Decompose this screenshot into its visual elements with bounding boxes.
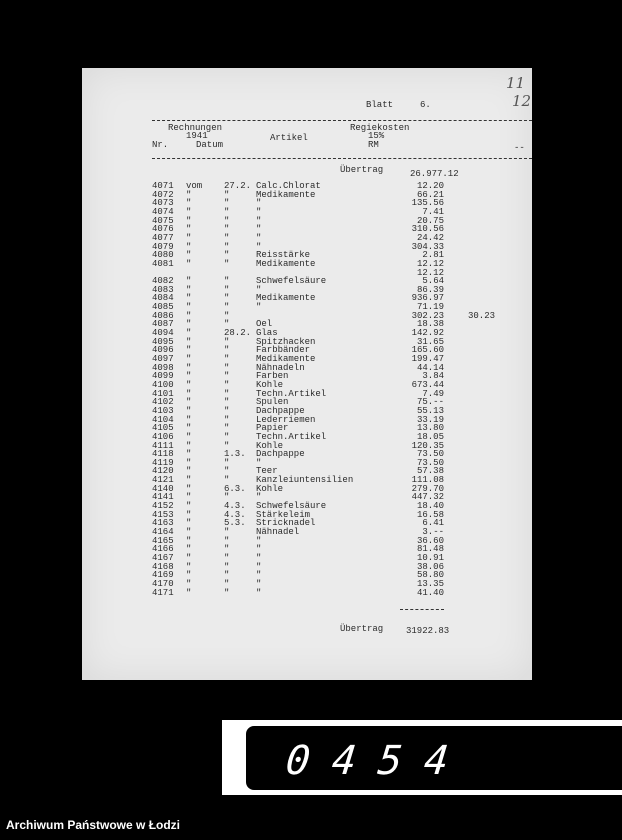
row-invoice-number: 4085: [152, 302, 174, 313]
row-article: Medikamente: [256, 258, 316, 269]
row-invoice-number: 4118: [152, 449, 174, 460]
row-vom: ": [186, 449, 192, 460]
row-article: Glas: [256, 328, 278, 339]
row-invoice-number: 4152: [152, 501, 174, 512]
row-vom: ": [186, 258, 192, 269]
row-article: ": [256, 206, 262, 217]
row-vom: vom: [186, 181, 203, 191]
row-date: ": [224, 535, 230, 546]
row-vom: ": [186, 241, 192, 252]
row-extra-amount: 30.23: [468, 310, 496, 321]
row-date: ": [224, 310, 230, 321]
row-article: Kanzleiuntensilien: [256, 475, 354, 486]
row-vom: ": [186, 250, 192, 261]
row-vom: ": [186, 293, 192, 304]
row-amount: 111.08: [411, 475, 444, 486]
row-article: Kohle: [256, 379, 284, 390]
table-row: [82, 234, 532, 243]
row-date: ": [224, 284, 230, 295]
row-article: ": [256, 535, 262, 546]
row-invoice-number: 4163: [152, 518, 174, 529]
row-amount: 12.20: [416, 181, 444, 191]
row-article: ": [256, 552, 262, 563]
row-invoice-number: 4071: [152, 181, 174, 191]
row-invoice-number: 4167: [152, 552, 174, 563]
table-row: [82, 545, 532, 554]
row-date: ": [224, 250, 230, 261]
row-vom: ": [186, 535, 192, 546]
row-vom: ": [186, 232, 192, 243]
row-invoice-number: 4076: [152, 224, 174, 235]
row-invoice-number: 4084: [152, 293, 174, 304]
table-row: [82, 372, 532, 381]
row-vom: ": [186, 492, 192, 503]
row-article: Stärkeleim: [256, 509, 311, 520]
column-header-rechnungen: Rechnungen: [168, 123, 223, 133]
row-date: 1.3.: [224, 449, 246, 460]
row-invoice-number: 4153: [152, 509, 174, 520]
row-date: ": [224, 527, 230, 537]
row-article: Nähnadel: [256, 527, 300, 537]
row-invoice-number: 4096: [152, 345, 174, 356]
column-header-percent: 15%: [368, 131, 385, 141]
row-article: ": [256, 570, 262, 581]
table-row: [82, 277, 532, 286]
row-vom: ": [186, 310, 192, 321]
row-date: ": [224, 336, 230, 347]
row-amount: 673.44: [411, 379, 444, 390]
row-invoice-number: 4074: [152, 206, 174, 217]
row-vom: ": [186, 414, 192, 425]
carried-forward-label-bottom: Übertrag: [340, 624, 384, 634]
row-date: ": [224, 198, 230, 209]
table-row: [82, 580, 532, 589]
table-row: [82, 485, 532, 494]
row-amount: 18.40: [416, 501, 444, 512]
row-article: ": [256, 198, 262, 209]
row-date: ": [224, 224, 230, 235]
row-article: ": [256, 492, 262, 503]
table-row: [82, 320, 532, 329]
row-amount: 41.40: [416, 587, 444, 598]
row-invoice-number: 4105: [152, 423, 174, 434]
table-row: [82, 563, 532, 572]
row-article: Farben: [256, 371, 289, 382]
row-article: ": [256, 224, 262, 235]
row-vom: ": [186, 527, 192, 537]
row-date: ": [224, 371, 230, 382]
row-date: ": [224, 587, 230, 598]
carried-forward-label-top: Übertrag: [340, 165, 384, 175]
row-vom: ": [186, 431, 192, 442]
row-amount: 936.97: [411, 293, 444, 304]
row-article: Reisstärke: [256, 250, 311, 261]
row-vom: ": [186, 371, 192, 382]
row-vom: ": [186, 379, 192, 390]
table-row: [82, 476, 532, 485]
row-invoice-number: 4087: [152, 319, 174, 330]
row-date: ": [224, 189, 230, 200]
row-article: Stricknadel: [256, 518, 316, 529]
row-date: ": [224, 405, 230, 416]
table-row: [82, 450, 532, 459]
row-amount: 165.60: [411, 345, 444, 356]
row-date: ": [224, 345, 230, 356]
row-vom: ": [186, 578, 192, 589]
row-date: ": [224, 466, 230, 477]
row-amount: 24.42: [416, 232, 444, 243]
row-amount: 73.50: [416, 457, 444, 468]
row-article: ": [256, 302, 262, 313]
row-amount: 57.38: [416, 466, 444, 477]
row-invoice-number: 4103: [152, 405, 174, 416]
table-row: [82, 217, 532, 226]
document-page: [82, 68, 532, 680]
row-date: ": [224, 258, 230, 269]
row-amount: 7.41: [422, 206, 444, 217]
row-amount: 10.91: [416, 552, 444, 563]
row-amount: 7.49: [422, 388, 444, 399]
row-article: ": [256, 587, 262, 598]
row-amount: 447.32: [411, 492, 444, 503]
row-invoice-number: 4099: [152, 371, 174, 382]
row-invoice-number: 4080: [152, 250, 174, 261]
row-amount: 18.38: [416, 319, 444, 330]
row-date: 27.2.: [224, 181, 252, 191]
column-header-year: 1941: [186, 131, 208, 141]
row-vom: ": [186, 198, 192, 209]
row-article: ": [256, 284, 262, 295]
column-header-artikel: Artikel: [270, 133, 308, 143]
table-row: [82, 459, 532, 468]
table-row: [82, 519, 532, 528]
row-article: Kohle: [256, 483, 284, 494]
row-vom: ": [186, 423, 192, 434]
row-article: Medikamente: [256, 189, 316, 200]
row-invoice-number: 4171: [152, 587, 174, 598]
row-vom: ": [186, 509, 192, 520]
table-row: [82, 199, 532, 208]
sheet-number: 6.: [420, 100, 431, 110]
table-row: [82, 312, 532, 321]
row-vom: ": [186, 206, 192, 217]
row-invoice-number: 4077: [152, 232, 174, 243]
row-vom: ": [186, 276, 192, 287]
row-invoice-number: 4072: [152, 189, 174, 200]
row-article: Techn.Artikel: [256, 431, 327, 442]
row-amount: 71.19: [416, 302, 444, 313]
table-row: [82, 225, 532, 234]
row-date: ": [224, 414, 230, 425]
row-invoice-number: 4094: [152, 328, 174, 339]
row-date: ": [224, 362, 230, 373]
row-vom: ": [186, 336, 192, 347]
row-vom: ": [186, 518, 192, 529]
row-invoice-number: 4097: [152, 354, 174, 364]
film-frame-counter-strip: [222, 720, 622, 795]
table-row: [82, 537, 532, 546]
row-article: Lederriemen: [256, 414, 316, 425]
row-amount: 13.35: [416, 578, 444, 589]
row-invoice-number: 4111: [152, 440, 174, 451]
row-vom: ": [186, 561, 192, 572]
row-date: 4.3.: [224, 509, 246, 520]
row-invoice-number: 4081: [152, 258, 174, 269]
row-vom: ": [186, 405, 192, 416]
row-date: ": [224, 302, 230, 313]
ledger-rows: [82, 68, 532, 680]
row-article: ": [256, 544, 262, 555]
row-article: Papier: [256, 423, 289, 434]
row-vom: ": [186, 319, 192, 330]
row-vom: ": [186, 328, 192, 339]
row-amount: 279.70: [411, 483, 444, 494]
row-amount: 3.--: [422, 527, 444, 537]
row-amount: 73.50: [416, 449, 444, 460]
row-invoice-number: 4073: [152, 198, 174, 209]
row-date: ": [224, 206, 230, 217]
row-article: Farbbänder: [256, 345, 311, 356]
row-vom: ": [186, 302, 192, 313]
row-invoice-number: 4168: [152, 561, 174, 572]
row-date: ": [224, 431, 230, 442]
row-vom: ": [186, 501, 192, 512]
row-date: ": [224, 457, 230, 468]
row-amount: 2.81: [422, 250, 444, 261]
header-dash-right: --: [514, 143, 525, 153]
row-amount: 75.--: [416, 397, 444, 408]
row-amount: 86.39: [416, 284, 444, 295]
row-amount: 44.14: [416, 362, 444, 373]
row-amount: 18.05: [416, 431, 444, 442]
row-invoice-number: 4083: [152, 284, 174, 295]
row-date: 28.2.: [224, 328, 252, 339]
row-vom: ": [186, 587, 192, 598]
row-article: Spulen: [256, 397, 289, 408]
row-date: ": [224, 354, 230, 364]
row-date: ": [224, 544, 230, 555]
column-header-regiekosten: Regiekosten: [350, 123, 410, 133]
row-date: 5.3.: [224, 518, 246, 529]
row-vom: ": [186, 224, 192, 235]
handwritten-page-number: 12: [512, 92, 532, 110]
column-header-nr: Nr.: [152, 140, 169, 150]
row-invoice-number: 4102: [152, 397, 174, 408]
row-invoice-number: 4098: [152, 362, 174, 373]
table-row: [82, 528, 532, 537]
handwritten-folio-mark: 11: [506, 74, 526, 92]
table-row: [82, 416, 532, 425]
carried-forward-value-bottom: 31922.83: [406, 626, 450, 636]
row-invoice-number: 4166: [152, 544, 174, 555]
row-vom: ": [186, 570, 192, 581]
table-row: [82, 191, 532, 200]
row-invoice-number: 4095: [152, 336, 174, 347]
table-row: [82, 294, 532, 303]
row-date: ": [224, 475, 230, 486]
row-invoice-number: 4121: [152, 475, 174, 486]
row-invoice-number: 4075: [152, 215, 174, 226]
row-invoice-number: 4119: [152, 457, 174, 468]
column-header-rm: RM: [368, 140, 379, 150]
table-row: [82, 398, 532, 407]
table-row: [82, 303, 532, 312]
table-row: [82, 364, 532, 373]
row-invoice-number: 4106: [152, 431, 174, 442]
row-date: 6.3.: [224, 483, 246, 494]
row-amount: 6.41: [422, 518, 444, 529]
row-date: ": [224, 293, 230, 304]
row-vom: ": [186, 475, 192, 486]
row-vom: ": [186, 466, 192, 477]
row-article: Schwefelsäure: [256, 276, 327, 287]
row-amount: 13.80: [416, 423, 444, 434]
row-invoice-number: 4100: [152, 379, 174, 390]
row-article: ": [256, 578, 262, 589]
row-date: ": [224, 423, 230, 434]
row-article: Oel: [256, 319, 273, 330]
row-date: ": [224, 215, 230, 226]
row-date: ": [224, 561, 230, 572]
row-invoice-number: 4079: [152, 241, 174, 252]
row-amount: 3.84: [422, 371, 444, 382]
table-row: [82, 355, 532, 364]
row-vom: ": [186, 457, 192, 468]
row-article: Kohle: [256, 440, 284, 451]
row-invoice-number: 4104: [152, 414, 174, 425]
row-date: ": [224, 492, 230, 503]
row-article: Calc.Chlorat: [256, 181, 321, 191]
row-article: Schwefelsäure: [256, 501, 327, 512]
row-invoice-number: 4082: [152, 276, 174, 287]
row-article: Teer: [256, 466, 278, 477]
row-amount: 142.92: [411, 328, 444, 339]
row-article: ": [256, 232, 262, 243]
row-article: Spitzhacken: [256, 336, 316, 347]
table-row: [82, 571, 532, 580]
row-amount: 31.65: [416, 336, 444, 347]
row-date: ": [224, 578, 230, 589]
row-date: ": [224, 241, 230, 252]
column-header-datum: Datum: [196, 140, 224, 150]
row-date: ": [224, 397, 230, 408]
row-article: Nähnadeln: [256, 362, 305, 373]
row-amount: 38.06: [416, 561, 444, 572]
row-amount: 12.12: [416, 267, 444, 278]
row-amount: 16.58: [416, 509, 444, 520]
row-invoice-number: 4120: [152, 466, 174, 477]
frame-number: 0454: [283, 738, 473, 784]
row-vom: ": [186, 483, 192, 494]
row-date: ": [224, 276, 230, 287]
row-invoice-number: 4140: [152, 483, 174, 494]
row-vom: ": [186, 189, 192, 200]
row-invoice-number: 4141: [152, 492, 174, 503]
row-article: ": [256, 241, 262, 252]
row-vom: ": [186, 388, 192, 399]
row-invoice-number: 4101: [152, 388, 174, 399]
row-vom: ": [186, 440, 192, 451]
table-row: [82, 442, 532, 451]
carried-forward-value-top: 26.977.12: [410, 169, 459, 179]
archive-name: Archiwum Państwowe w Łodzi: [6, 818, 181, 832]
row-article: ": [256, 215, 262, 226]
row-vom: ": [186, 397, 192, 408]
row-date: ": [224, 440, 230, 451]
row-date: ": [224, 570, 230, 581]
total-rule: [400, 609, 444, 610]
row-date: ": [224, 379, 230, 390]
table-row: [82, 554, 532, 563]
row-amount: 81.48: [416, 544, 444, 555]
row-invoice-number: 4164: [152, 527, 174, 537]
frame-counter-box: [246, 726, 622, 790]
row-date: 4.3.: [224, 501, 246, 512]
row-invoice-number: 4086: [152, 310, 174, 321]
row-amount: 36.60: [416, 535, 444, 546]
row-vom: ": [186, 284, 192, 295]
row-invoice-number: 4165: [152, 535, 174, 546]
table-row: [82, 208, 532, 217]
row-date: ": [224, 552, 230, 563]
table-row: [82, 260, 532, 269]
row-invoice-number: 4169: [152, 570, 174, 581]
row-vom: ": [186, 552, 192, 563]
row-amount: 304.33: [411, 241, 444, 252]
row-amount: 5.64: [422, 276, 444, 287]
row-article: Dachpappe: [256, 405, 305, 416]
table-row: [82, 589, 532, 598]
row-invoice-number: 4170: [152, 578, 174, 589]
row-amount: 302.23: [411, 310, 444, 321]
row-amount: 310.56: [411, 224, 444, 235]
row-amount: 66.21: [416, 189, 444, 200]
row-date: ": [224, 232, 230, 243]
table-row: [82, 390, 532, 399]
row-article: Dachpappe: [256, 449, 305, 460]
table-row: [82, 433, 532, 442]
row-article: Medikamente: [256, 354, 316, 364]
row-article: ": [256, 457, 262, 468]
row-amount: 120.35: [411, 440, 444, 451]
row-amount: 20.75: [416, 215, 444, 226]
row-vom: ": [186, 354, 192, 364]
row-amount: 58.80: [416, 570, 444, 581]
row-amount: 135.56: [411, 198, 444, 209]
row-vom: ": [186, 345, 192, 356]
row-article: Medikamente: [256, 293, 316, 304]
archive-footer: [0, 810, 622, 840]
row-article: ": [256, 561, 262, 572]
row-vom: ": [186, 544, 192, 555]
row-amount: 12.12: [416, 258, 444, 269]
row-date: ": [224, 388, 230, 399]
row-vom: ": [186, 215, 192, 226]
row-article: Techn.Artikel: [256, 388, 327, 399]
row-date: ": [224, 319, 230, 330]
row-amount: 199.47: [411, 354, 444, 364]
row-vom: ": [186, 362, 192, 373]
row-amount: 55.13: [416, 405, 444, 416]
row-amount: 33.19: [416, 414, 444, 425]
sheet-label: Blatt: [366, 100, 394, 110]
